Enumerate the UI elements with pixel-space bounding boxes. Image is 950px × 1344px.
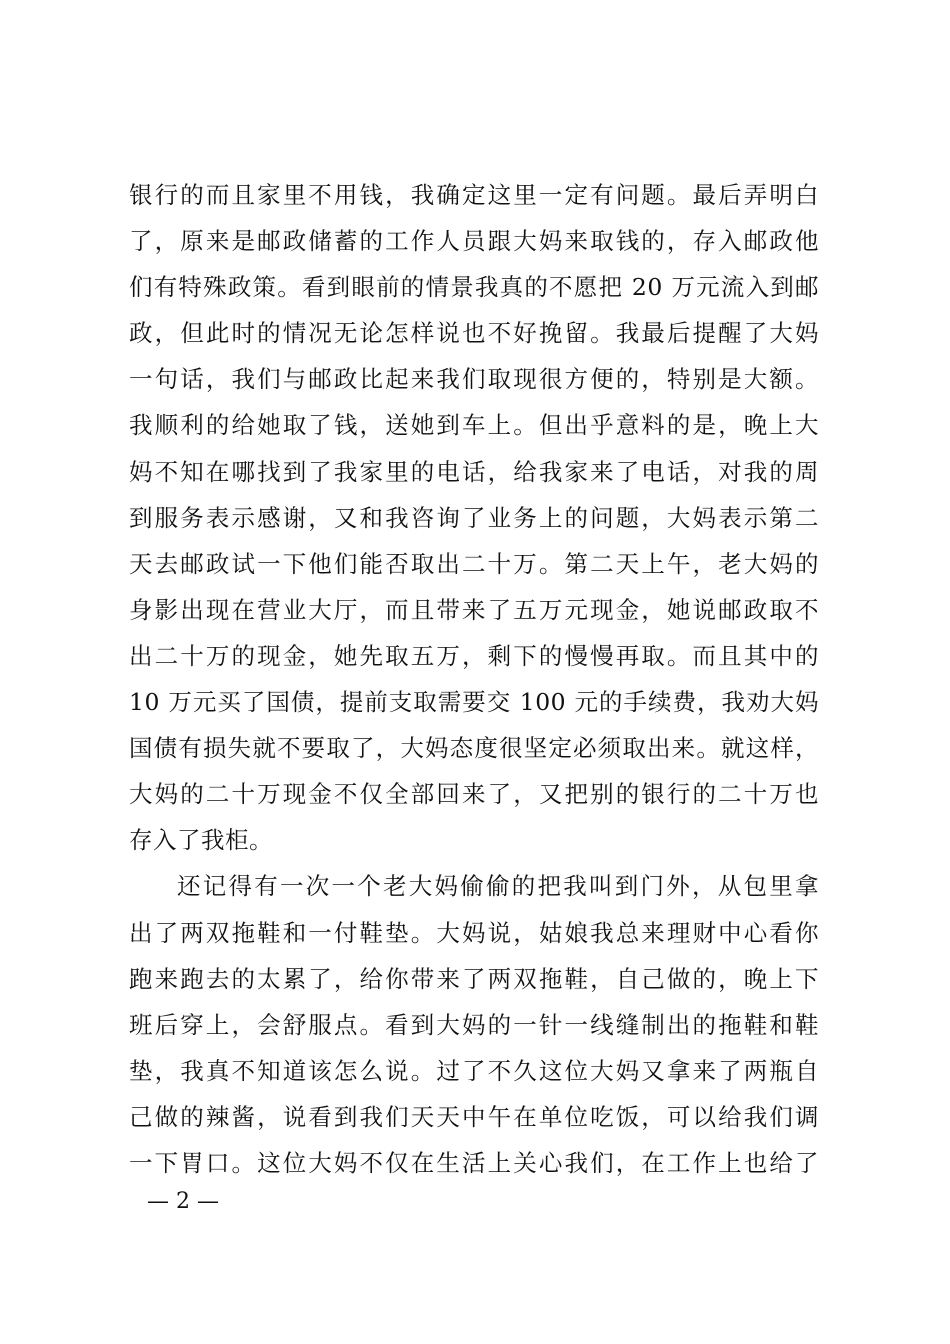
text-line: 跑来跑去的太累了，给你带来了两双拖鞋，自己做的，晚上下	[129, 964, 819, 993]
text-line: 一下胃口。这位大妈不仅在生活上关心我们，在工作上也给了	[129, 1148, 819, 1177]
text-line: 天去邮政试一下他们能否取出二十万。第二天上午，老大妈的	[129, 549, 819, 578]
text-line: 出了两双拖鞋和一付鞋垫。大妈说，姑娘我总来理财中心看你	[129, 918, 819, 947]
text-line: 班后穿上，会舒服点。看到大妈的一针一线缝制出的拖鞋和鞋	[129, 1010, 819, 1039]
paragraph-end-line: 存入了我柜。	[129, 826, 273, 855]
text-line: 们有特殊政策。看到眼前的情景我真的不愿把 20 万元流入到邮	[129, 273, 819, 302]
text-line: 出二十万的现金，她先取五万，剩下的慢慢再取。而且其中的	[129, 641, 819, 670]
paragraph-start-line: 还记得有一次一个老大妈偷偷的把我叫到门外，从包里拿	[177, 872, 819, 901]
text-line: 了，原来是邮政储蓄的工作人员跟大妈来取钱的，存入邮政他	[129, 227, 819, 256]
text-line: 政，但此时的情况无论怎样说也不好挽留。我最后提醒了大妈	[129, 319, 819, 348]
text-line: 到服务表示感谢，又和我咨询了业务上的问题，大妈表示第二	[129, 503, 819, 532]
text-line: 妈不知在哪找到了我家里的电话，给我家来了电话，对我的周	[129, 457, 819, 486]
page-number: — 2 —	[147, 1189, 219, 1214]
text-line: 银行的而且家里不用钱，我确定这里一定有问题。最后弄明白	[129, 181, 819, 209]
body-text	[129, 172, 819, 1186]
text-line: 国债有损失就不要取了，大妈态度很坚定必须取出来。就这样，	[129, 734, 819, 763]
text-line: 大妈的二十万现金不仅全部回来了，又把别的银行的二十万也	[129, 780, 819, 809]
text-line: 垫，我真不知道该怎么说。过了不久这位大妈又拿来了两瓶自	[129, 1056, 819, 1085]
text-line: 一句话，我们与邮政比起来我们取现很方便的，特别是大额。	[129, 365, 819, 394]
text-line: 我顺利的给她取了钱，送她到车上。但出乎意料的是，晚上大	[129, 411, 819, 440]
text-line: 10 万元买了国债，提前支取需要交 100 元的手续费，我劝大妈	[129, 688, 819, 717]
text-line: 身影出现在营业大厅，而且带来了五万元现金，她说邮政取不	[129, 595, 819, 624]
text-line: 己做的辣酱，说看到我们天天中午在单位吃饭，可以给我们调	[129, 1102, 819, 1131]
